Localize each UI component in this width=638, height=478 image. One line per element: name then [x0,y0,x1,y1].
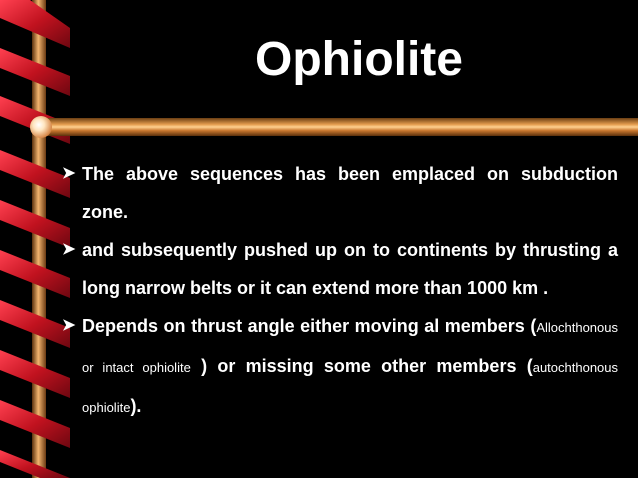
bullet-text-part: Depends on thrust angle either moving al members ( [82,316,537,336]
title-divider-bar [38,118,638,136]
divider-orb [30,116,52,138]
bullet-text: and subsequently pushed up on to continents by thrusting a long narrow belts or it can extend more than 1000 km . [82,240,618,298]
bullet-item [62,231,618,307]
arrow-bullet-icon: ➤ [62,241,76,258]
bullet-item [62,155,618,231]
bullet-text: The above sequences has been emplaced on subduction zone. [82,164,618,222]
slide-title: Ophiolite [255,33,463,86]
bullet-text-part: ) or missing some other members ( [190,356,533,376]
bullet-text-part: ). [130,396,142,416]
arrow-bullet-icon: ➤ [62,317,76,334]
bullet-list [62,155,618,427]
bullet-text [82,307,618,427]
bullet-item [62,307,618,427]
arrow-bullet-icon: ➤ [62,165,76,182]
allochthonous-note: Allochthonous or intact ophiolite [82,320,618,375]
autochthonous-note: autochthonous ophiolite [82,360,619,415]
